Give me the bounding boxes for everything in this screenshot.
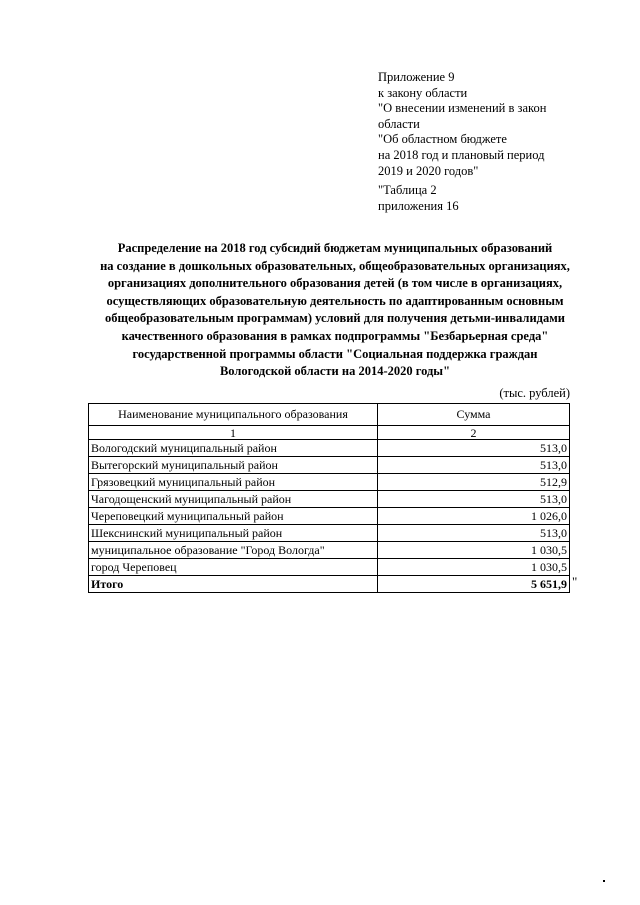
- appendix-line: области: [378, 116, 420, 131]
- title-line: общеобразовательным программам) условий для получения детьми-инвалидами: [105, 311, 565, 326]
- table-row: [89, 491, 570, 508]
- total-row: [89, 576, 570, 593]
- row-sum: 513,0: [378, 491, 570, 508]
- appendix-line: на 2018 год и плановый период: [378, 147, 545, 162]
- title-line: государственной программы области "Социальная поддержка граждан: [132, 346, 538, 361]
- row-sum: 1 030,5: [378, 542, 570, 559]
- title-line: Вологодской области на 2014-2020 годы": [219, 364, 451, 379]
- appendix-line: приложения 16: [378, 198, 459, 213]
- column-number-row: [89, 426, 570, 440]
- row-name: Грязовецкий муниципальный район: [89, 474, 378, 491]
- row-name: Шекснинский муниципальный район: [89, 525, 378, 542]
- table-row: [89, 508, 570, 525]
- table-row: [89, 542, 570, 559]
- row-sum: 1 030,5: [378, 559, 570, 576]
- appendix-line: к закону области: [378, 85, 468, 100]
- row-sum: 1 026,0: [378, 508, 570, 525]
- appendix-line: Приложение 9: [378, 70, 455, 84]
- units-label: (тыс. рублей): [499, 386, 570, 400]
- document-title: [70, 240, 600, 381]
- header-sum: Сумма: [378, 404, 570, 426]
- subsidy-table: [88, 403, 570, 593]
- header-name: Наименование муниципального образования: [89, 404, 378, 426]
- closing-quote: ": [572, 574, 578, 589]
- row-name: Вологодский муниципальный район: [89, 440, 378, 457]
- appendix-header: [378, 70, 608, 214]
- row-name: муниципальное образование "Город Вологда": [89, 542, 378, 559]
- row-sum: 513,0: [378, 440, 570, 457]
- appendix-line: 2019 и 2020 годов": [378, 163, 479, 178]
- table-row: [89, 525, 570, 542]
- table-header-row: [89, 404, 570, 426]
- title-line: на создание в дошкольных образовательных, общеобразовательных организациях,: [100, 258, 570, 273]
- appendix-line: "Об областном бюджете: [378, 132, 507, 147]
- row-name: Чагодощенский муниципальный район: [89, 491, 378, 508]
- title-line: осуществляющих образовательную деятельность по адаптированным основным: [106, 293, 564, 308]
- table-row: [89, 559, 570, 576]
- appendix-line: "О внесении изменений в закон: [378, 101, 547, 116]
- title-line: организациях дополнительного образования детей (в том числе в организациях,: [107, 276, 563, 291]
- table-row: [89, 457, 570, 474]
- row-name: город Череповец: [89, 559, 378, 576]
- table-row: [89, 474, 570, 491]
- scan-speck: [603, 880, 605, 882]
- total-sum: 5 651,9: [378, 576, 570, 593]
- column-number: 1: [89, 426, 378, 440]
- appendix-line: "Таблица 2: [378, 183, 437, 198]
- title-line: Распределение на 2018 год субсидий бюджетам муниципальных образований: [117, 241, 553, 255]
- total-name: Итого: [89, 576, 378, 593]
- row-name: Череповецкий муниципальный район: [89, 508, 378, 525]
- row-sum: 513,0: [378, 457, 570, 474]
- table-row: [89, 440, 570, 457]
- row-sum: 512,9: [378, 474, 570, 491]
- row-sum: 513,0: [378, 525, 570, 542]
- row-name: Вытегорский муниципальный район: [89, 457, 378, 474]
- column-number: 2: [378, 426, 570, 440]
- title-line: качественного образования в рамках подпрограммы "Безбарьерная среда": [121, 328, 549, 343]
